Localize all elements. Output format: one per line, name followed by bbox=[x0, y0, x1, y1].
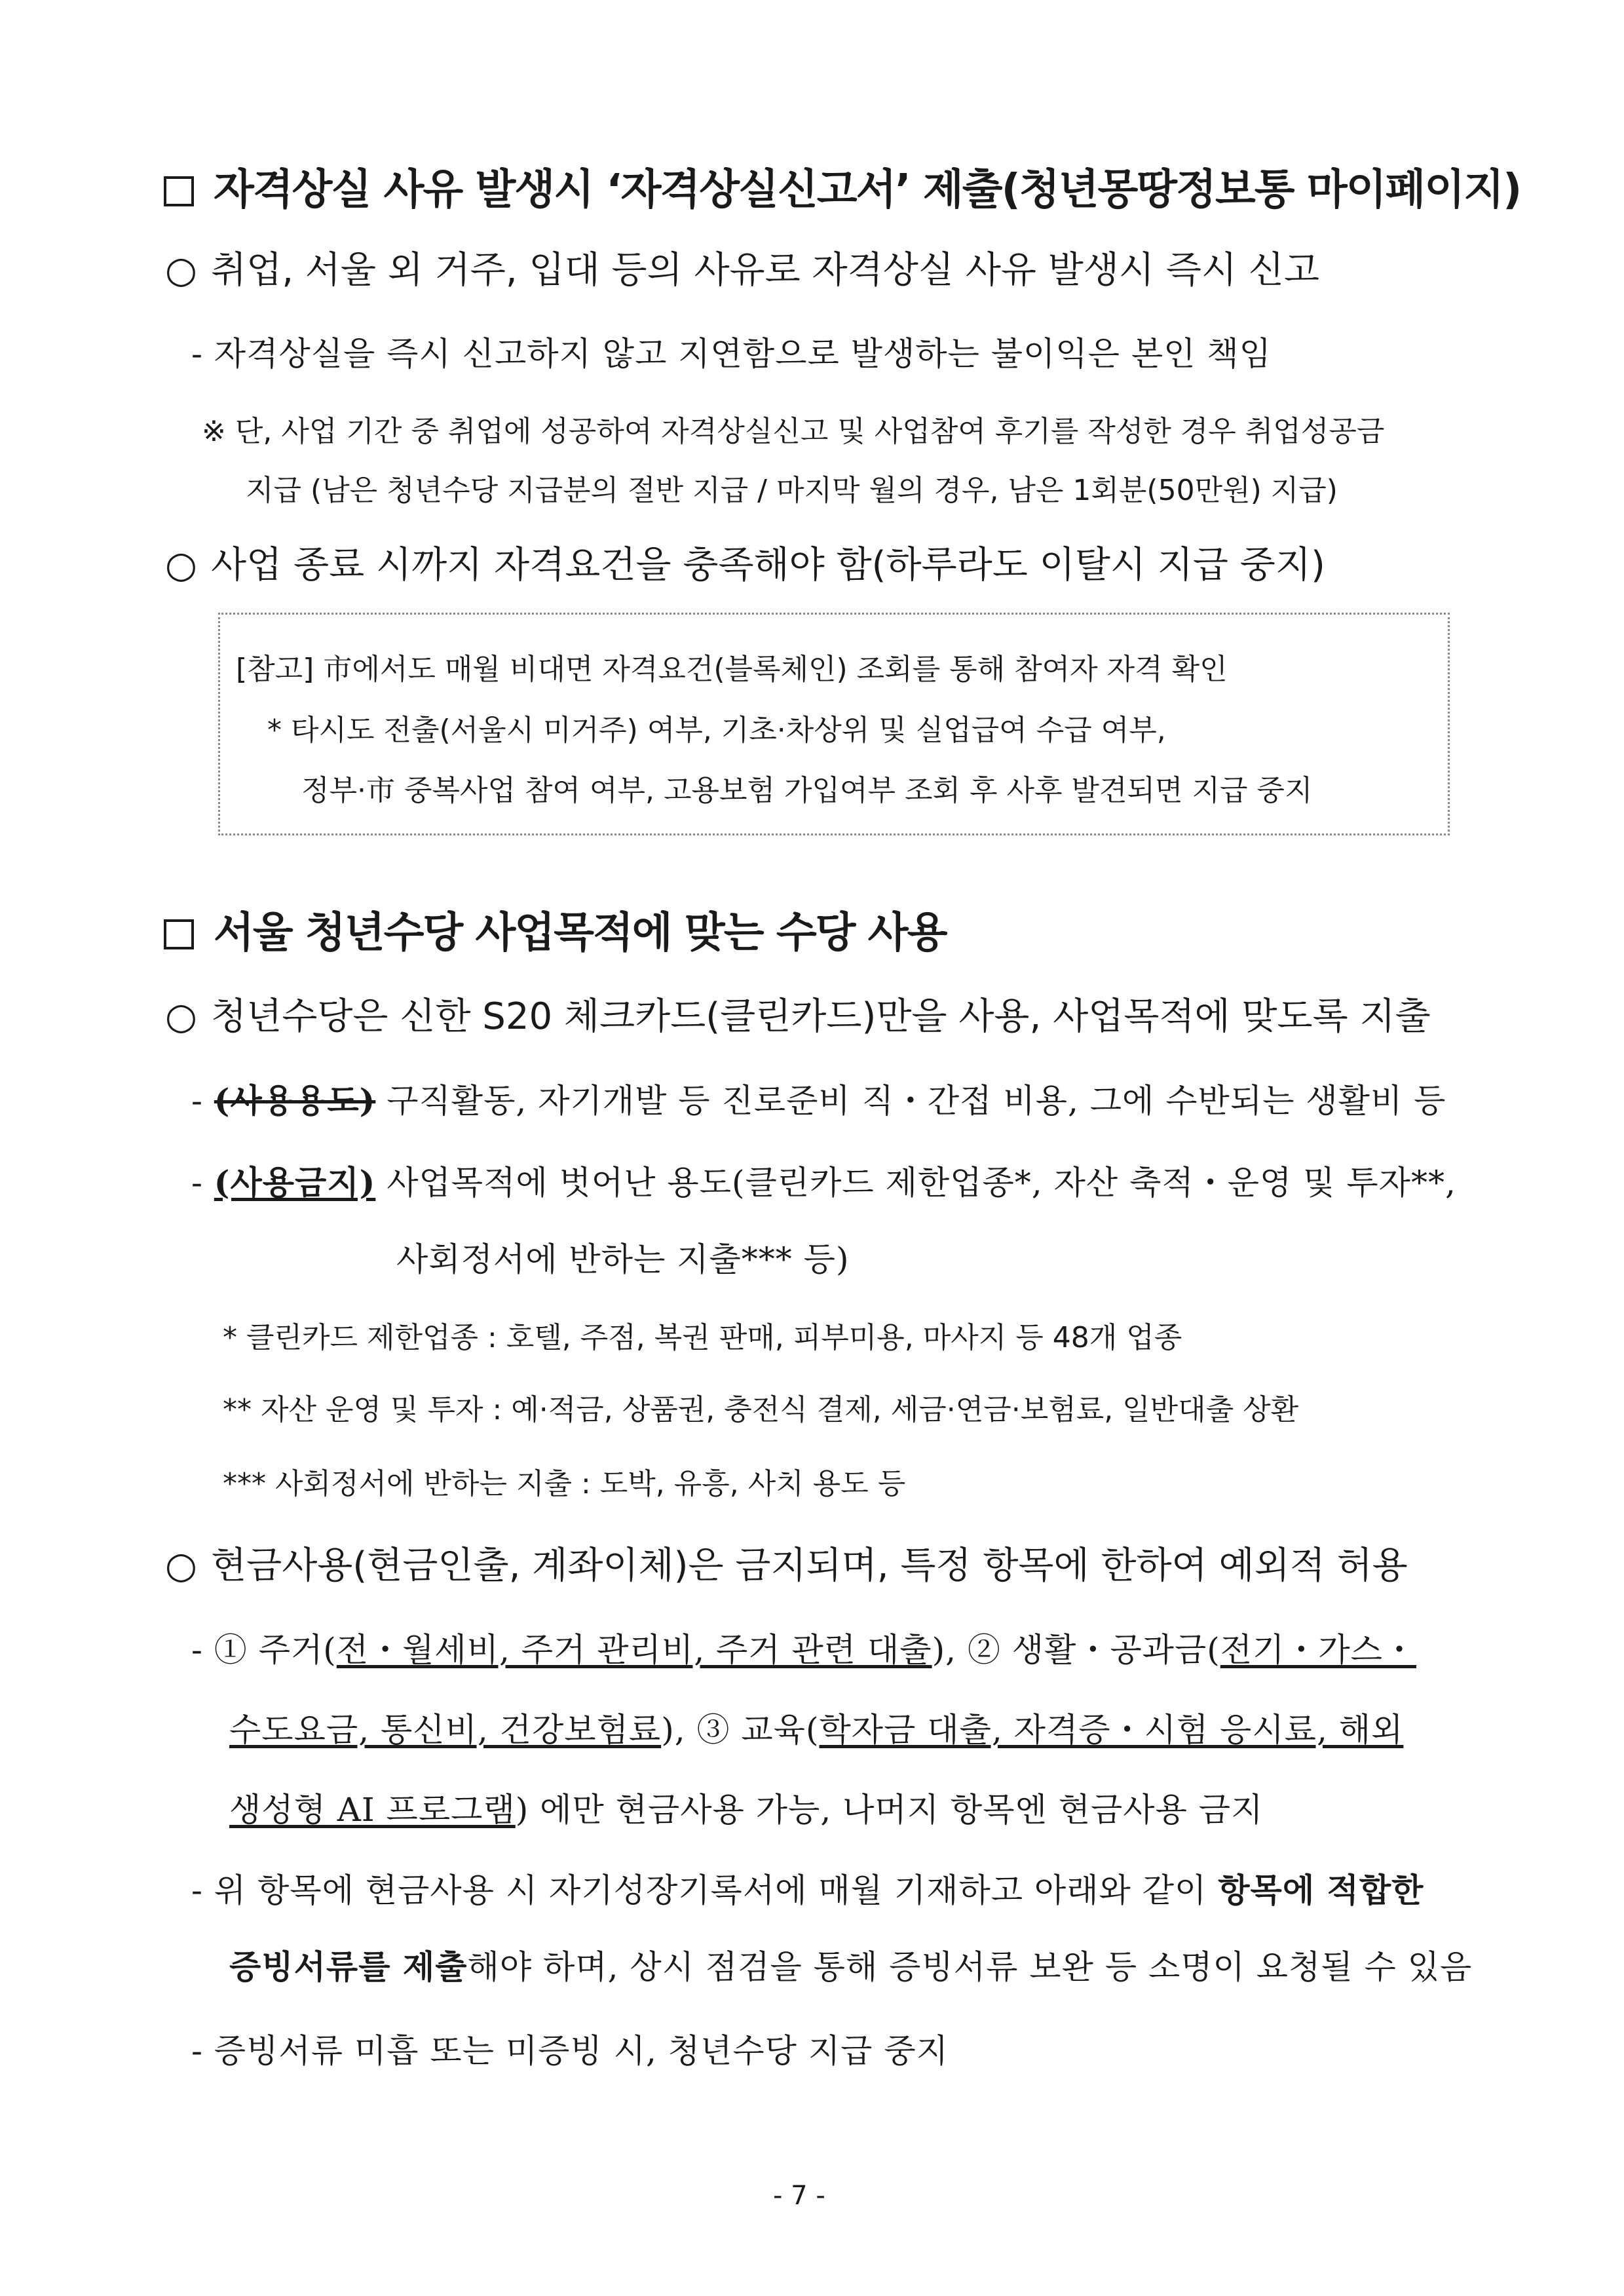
reference-line-2: * 타시도 전출(서울시 미거주) 여부, 기초·차상위 및 실업급여 수급 여부, bbox=[267, 714, 1166, 747]
bullet-maintain-eligibility: ○ 사업 종료 시까지 자격요건을 충족해야 함(하루라도 이탈시 지급 중지) bbox=[165, 544, 1325, 586]
reference-line-1: [참고] 市에서도 매월 비대면 자격요건(블록체인) 조회를 통해 참여자 자격 확인 bbox=[236, 653, 1228, 686]
cash-exception-line-1: - ① 주거(전・월세비, 주거 관리비, 주거 관련 대출), ② 생활・공과금(전기・가스・ bbox=[191, 1631, 1416, 1669]
reference-line-3: 정부·市 중복사업 참여 여부, 고용보험 가입여부 조회 후 사후 발견되면 지급 중지 bbox=[301, 774, 1313, 807]
detail-payment-stop: - 증빙서류 미흡 또는 미증빙 시, 청년수당 지급 중지 bbox=[191, 2032, 949, 2070]
detail-evidence-required: - 위 항목에 현금사용 시 자기성장기록서에 매월 기재하고 아래와 같이 항목에 적합한 bbox=[191, 1871, 1424, 1909]
detail-prohibited-use: - (사용금지) 사업목적에 벗어난 용도(클린카드 제한업종*, 자산 축적・운영 및 투자**, bbox=[191, 1163, 1456, 1202]
cash-exception-line-3: 생성형 AI 프로그램) 에만 현금사용 가능, 나머지 항목엔 현금사용 금지 bbox=[229, 1791, 1264, 1829]
footnote-assets: ** 자산 운영 및 투자 : 예·적금, 상품권, 충전식 결제, 세금·연금·보험료, 일반대출 상환 bbox=[223, 1393, 1299, 1426]
cash-exception-line-2: 수도요금, 통신비, 건강보험료), ③ 교육(학자금 대출, 자격증・시험 응시료, 해외 bbox=[229, 1711, 1404, 1749]
detail-evidence-required-cont: 증빙서류를 제출해야 하며, 상시 점검을 통해 증빙서류 보완 등 소명이 요청될 수 있음 bbox=[229, 1947, 1473, 1986]
note-employment-bonus-cont: 지급 (남은 청년수당 지급분의 절반 지급 / 마지막 월의 경우, 남은 1회분(50만원) 지급) bbox=[246, 474, 1338, 507]
detail-late-report: - 자격상실을 즉시 신고하지 않고 지연함으로 발생하는 불이익은 본인 책임 bbox=[191, 335, 1272, 373]
circle-bullet-icon: ○ bbox=[165, 249, 197, 292]
checkbox-icon bbox=[164, 919, 194, 949]
section-title-allowance-use: 서울 청년수당 사업목적에 맞는 수당 사용 bbox=[164, 899, 946, 959]
circle-bullet-icon: ○ bbox=[165, 995, 197, 1038]
prohibited-use-label: (사용금지) bbox=[214, 1163, 376, 1202]
detail-permitted-use: - (사용용도) 구직활동, 자기개발 등 진로준비 직・간접 비용, 그에 수반되는 생활비 등 bbox=[191, 1081, 1446, 1120]
note-employment-bonus: ※ 단, 사업 기간 중 취업에 성공하여 자격상실신고 및 사업참여 후기를 작성한 경우 취업성공금 bbox=[202, 415, 1385, 448]
circle-bullet-icon: ○ bbox=[165, 1544, 197, 1587]
permitted-use-label: (사용용도) bbox=[214, 1081, 376, 1120]
footnote-social: *** 사회정서에 반하는 지출 : 도박, 유흥, 사치 용도 등 bbox=[223, 1467, 906, 1501]
page-number: - 7 - bbox=[773, 2181, 825, 2211]
circle-bullet-icon: ○ bbox=[165, 544, 197, 586]
footnote-restricted-business: * 클린카드 제한업종 : 호텔, 주점, 복권 판매, 피부미용, 마사지 등 48개 업종 bbox=[223, 1321, 1182, 1354]
detail-prohibited-use-cont: 사회정서에 반하는 지출*** 등) bbox=[396, 1240, 850, 1278]
checkbox-icon bbox=[164, 176, 194, 206]
bullet-report-immediately: ○ 취업, 서울 외 거주, 입대 등의 사유로 자격상실 사유 발생시 즉시 신고 bbox=[165, 249, 1320, 292]
section-title-disqualification: 자격상실 사유 발생시 ‘자격상실신고서’ 제출(청년몽땅정보통 마이페이지) bbox=[164, 156, 1520, 216]
bullet-cash-use: ○ 현금사용(현금인출, 계좌이체)은 금지되며, 특정 항목에 한하여 예외적 허용 bbox=[165, 1544, 1408, 1587]
bullet-clean-card: ○ 청년수당은 신한 S20 체크카드(클린카드)만을 사용, 사업목적에 맞도록 지출 bbox=[165, 995, 1431, 1038]
